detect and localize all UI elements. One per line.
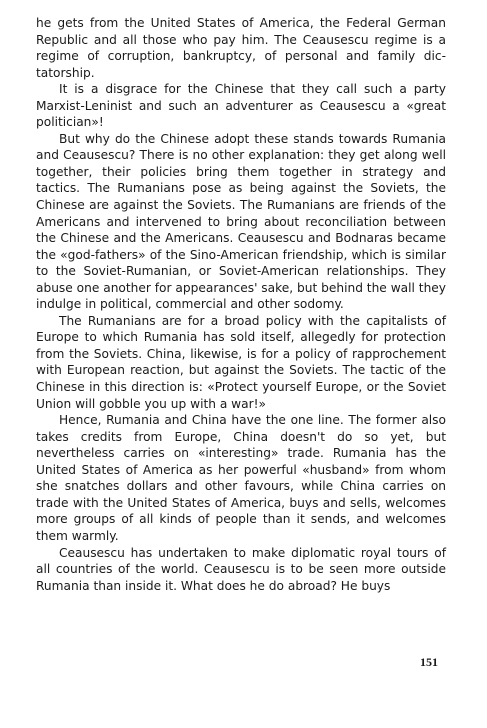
paragraph: But why do the Chinese adopt these stands towards Rumania and Ceausescu? There is no other explanation: they get along well together, their policies bring them together in strategy and tactics. The Rumanians pose as being against the Soviets, the Chinese are against the Soviets. The Rumanians are friends of the Americans and intervened to bring about reconciliation between the Chinese and the Americans. Ceausescu and Bodnaras became the «god-fathers» of the Sino-American friendship, which is similar to the Soviet-Rumanian, or Soviet-American relationships. They abuse one another for appearances' sake, but behind the wall they indulge in political, commercial and other sodomy. — [36, 131, 446, 312]
paragraph: Ceausescu has undertaken to make diplomatic royal tours of all countries of the world. Ceausescu is to be seen more outside Rumania than inside it. What does he do abroad? He buys — [36, 545, 446, 593]
paragraph: Hence, Rumania and China have the one line. The former also takes credits from Europe, China doesn't do so yet, but nevertheless carries on «interesting» trade. Rumania has the United States of America as her powerful «husband» from whom she snatches dollars and other favours, while China carries on trade with the United States of America, buys and sells, welcomes more groups of all kinds of people than it sends, and welcomes them warmly. — [36, 413, 446, 543]
paragraph: The Rumanians are for a broad policy with the capitalists of Europe to which Rumania has sold itself, allegedly for protection from the Soviets. China, likewise, is for a policy of rapprochement with European reaction, but against the Soviets. The tactic of the Chinese in this direction is: «Protect yourself Europe, or the Soviet Union will gobble you up with a war!» — [36, 313, 446, 411]
paragraph: It is a disgrace for the Chinese that they call such a party Marxist-Leninist and such an adventurer as Ceausescu a «great politician»! — [36, 82, 446, 130]
body-text — [36, 15, 446, 594]
page-number: 151 — [420, 655, 438, 669]
paragraph-continued: he gets from the United States of America, the Federal German Republic and all those who pay him. The Ceausescu regime is a regime of corruption, bankruptcy, of personal and family dictatorship. — [36, 16, 446, 80]
